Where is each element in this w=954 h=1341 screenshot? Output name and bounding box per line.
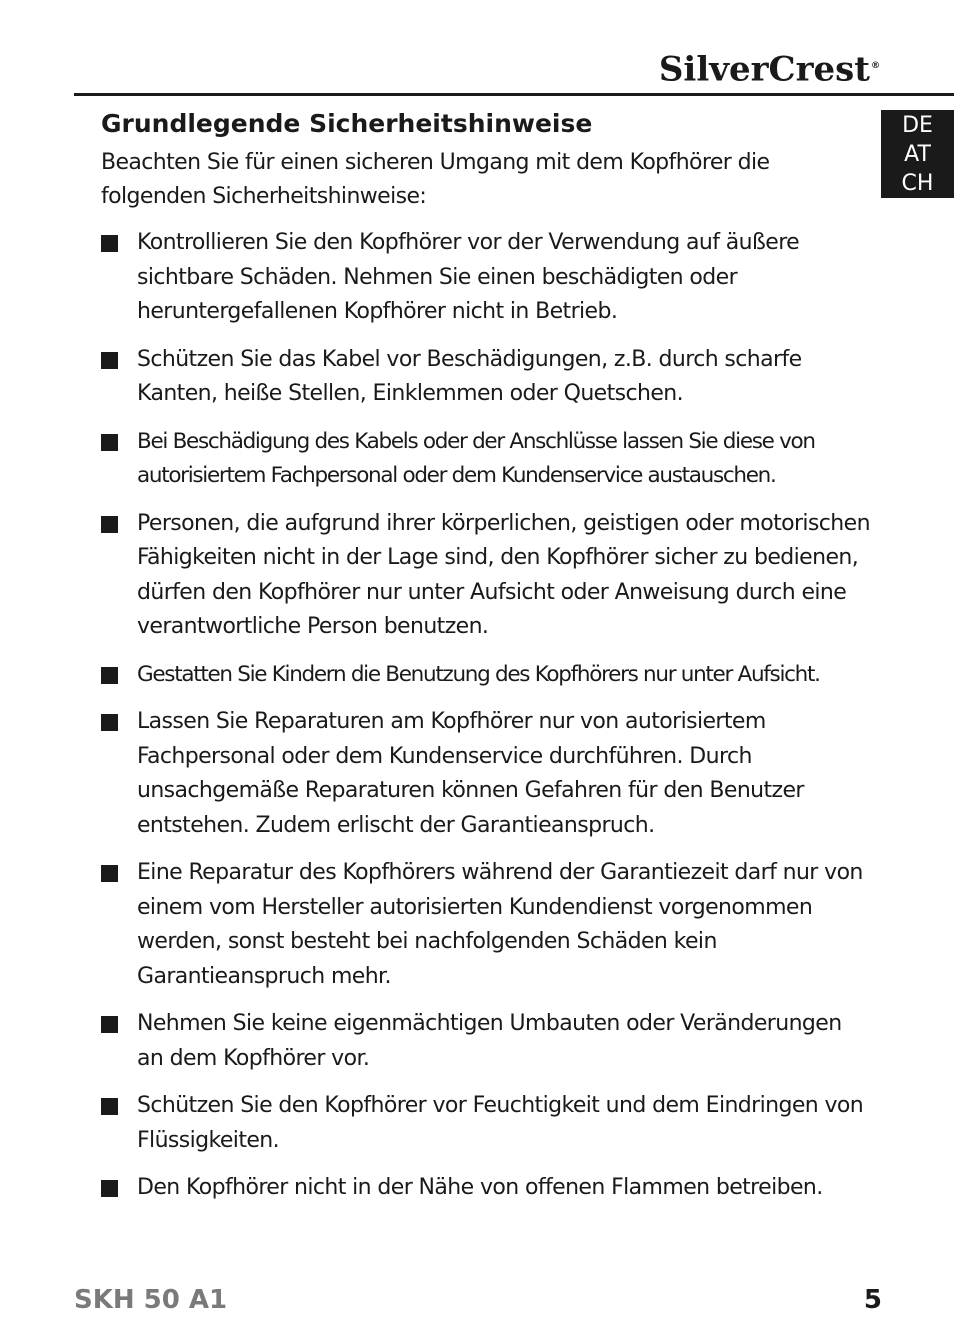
footer-model-number: SKH 50 A1 <box>74 1285 228 1315</box>
safety-item-text: Schützen Sie das Kabel vor Beschädigungen, z.B. durch scharfe Kanten, heiße Stellen, Einklemmen oder Quetschen. <box>137 346 802 406</box>
bullet-square-icon <box>101 714 118 731</box>
safety-item <box>101 1089 871 1158</box>
section-intro: Beachten Sie für einen sicheren Umgang mit dem Kopfhörer die folgenden Sicherheitshinweise: <box>101 150 770 209</box>
safety-item <box>101 1171 871 1206</box>
safety-item <box>101 705 871 843</box>
language-ch: CH <box>901 171 934 196</box>
bullet-square-icon <box>101 1098 118 1115</box>
safety-item <box>101 226 871 330</box>
bullet-square-icon <box>101 434 118 451</box>
bullet-square-icon <box>101 1016 118 1033</box>
bullet-square-icon <box>101 667 118 684</box>
safety-item <box>101 856 871 994</box>
safety-item-text: Bei Beschädigung des Kabels oder der Anschlüsse lassen Sie diese von autorisiertem Fachpersonal oder dem Kundenservice austauschen. <box>137 428 815 488</box>
footer-page-number: 5 <box>863 1285 882 1315</box>
section-heading: Grundlegende Sicherheitshinweise <box>101 109 593 138</box>
safety-item-text: Den Kopfhörer nicht in der Nähe von offenen Flammen betreiben. <box>137 1175 823 1200</box>
safety-item-text: Personen, die aufgrund ihrer körperlichen, geistigen oder motorischen Fähigkeiten nicht in der Lage sind, den Kopfhörer sicher zu bedienen, dürfen den Kopfhörer nur unter Aufsicht oder Anweisung durch eine verantwortliche Person benutzen. <box>137 510 870 639</box>
safety-item <box>101 343 871 412</box>
bullet-square-icon <box>101 1180 118 1197</box>
bullet-square-icon <box>101 352 118 369</box>
safety-list <box>101 226 871 1206</box>
language-at: AT <box>904 142 931 167</box>
safety-item <box>101 507 871 645</box>
bullet-square-icon <box>101 865 118 882</box>
bullet-square-icon <box>101 516 118 533</box>
safety-item-text: Nehmen Sie keine eigenmächtigen Umbauten oder Veränderungen an dem Kopfhörer vor. <box>137 1011 842 1071</box>
safety-section <box>101 104 871 1219</box>
safety-item-text: Kontrollieren Sie den Kopfhörer vor der Verwendung auf äußere sichtbare Schäden. Nehmen Sie einen beschädigten oder heruntergefallenen Kopfhörer nicht in Betrieb. <box>137 230 800 324</box>
header-divider <box>74 93 954 96</box>
brand-name: SilverCrest <box>658 49 870 90</box>
bullet-square-icon <box>101 235 118 252</box>
safety-item <box>101 1007 871 1076</box>
safety-item-text: Gestatten Sie Kindern die Benutzung des Kopfhörers nur unter Aufsicht. <box>137 661 820 687</box>
safety-item <box>101 658 871 693</box>
safety-item-text: Eine Reparatur des Kopfhörers während der Garantiezeit darf nur von einem vom Hersteller autorisierten Kundendienst vorgenommen werden, sonst besteht bei nachfolgenden Schäden kein Garantieanspruch mehr. <box>137 860 863 989</box>
safety-item <box>101 425 871 494</box>
registered-mark: ® <box>871 61 880 71</box>
safety-item-text: Lassen Sie Reparaturen am Kopfhörer nur von autorisiertem Fachpersonal oder dem Kundenservice durchführen. Durch unsachgemäße Reparaturen können Gefahren für den Benutzer entstehen. Zudem erlischt der Garantieanspruch. <box>137 709 804 838</box>
safety-item-text: Schützen Sie den Kopfhörer vor Feuchtigkeit und dem Eindringen von Flüssigkeiten. <box>137 1093 864 1153</box>
language-tab <box>881 110 954 198</box>
language-de: DE <box>902 113 933 138</box>
brand-logo <box>659 44 880 91</box>
